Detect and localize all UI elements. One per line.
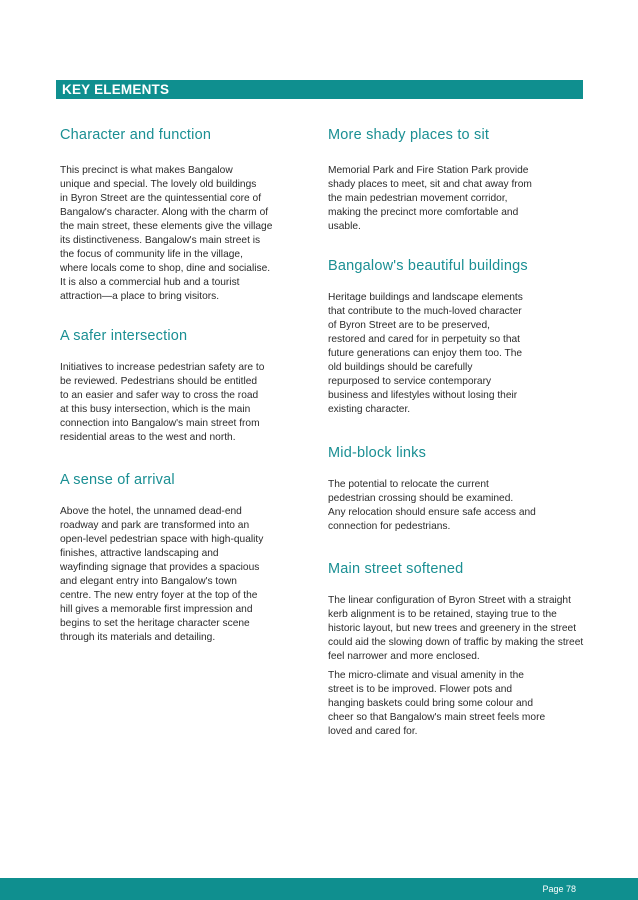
section-paragraph: The micro-climate and visual amenity in the street is to be improved. Flower pots and hanging baskets could bring some colour and cheer so that Bangalow's main street feels more loved and cared for.	[328, 670, 546, 737]
section-heading: Character and function	[60, 127, 212, 143]
section-paragraph: The linear configuration of Byron Street with a straight kerb alignment is to be retained, staying true to the historic layout, but new trees and greenery in the street could aid the slowing down of traffic by making the street feel narrower and more enclosed.	[328, 595, 584, 662]
page-number: Page 78	[542, 884, 576, 894]
section-beautiful-buildings	[328, 257, 628, 417]
section-shady-places	[328, 126, 628, 234]
section-banner: KEY ELEMENTS	[56, 80, 583, 99]
section-heading: Main street softened	[328, 561, 464, 577]
section-main-street-softened	[328, 560, 628, 739]
section-heading: A sense of arrival	[60, 472, 175, 488]
section-mid-block-links	[328, 444, 628, 534]
section-paragraph: Above the hotel, the unnamed dead-end roadway and park are transformed into an open-level pedestrian space with high-quality finishes, attractive landscaping and wayfinding signage that provides a spacious and elegant entry into Bangalow's town centre. The new entry foyer at the top of the hill gives a memorable first impression and begins to set the heritage character scene through its materials and detailing.	[60, 506, 264, 643]
section-heading: A safer intersection	[60, 328, 188, 344]
section-character-and-function	[60, 126, 306, 304]
section-heading: Bangalow's beautiful buildings	[328, 258, 528, 274]
section-paragraph: This precinct is what makes Bangalow unique and special. The lovely old buildings in Byron Street are the quintessential core of Bangalow's character. Along with the charm of the main street, these elements give the village its distinctiveness. Bangalow's main street is the focus of community life in the village, where locals come to shop, dine and socialise. It is also a commercial hub and a tourist attraction—a place to bring visitors.	[60, 165, 273, 302]
section-paragraph: Memorial Park and Fire Station Park provide shady places to meet, sit and chat away from the main pedestrian movement corridor, making the precinct more comfortable and usable.	[328, 165, 532, 232]
section-sense-of-arrival	[60, 471, 306, 645]
section-safer-intersection	[60, 327, 306, 445]
section-paragraph: The potential to relocate the current pedestrian crossing should be examined. Any relocation should ensure safe access and connection for pedestrians.	[328, 479, 536, 532]
section-paragraph: Initiatives to increase pedestrian safety are to be reviewed. Pedestrians should be entitled to an easier and safer way to cross the road at this busy intersection, which is the main connection into Bangalow's main street from residential areas to the west and north.	[60, 362, 265, 443]
section-paragraph: Heritage buildings and landscape elements that contribute to the much-loved character of Byron Street are to be preserved, restored and cared for in perpetuity so that future generations can enjoy them too. The old buildings should be carefully repurposed to service contemporary business and lifestyles without losing their existing character.	[328, 292, 523, 415]
section-heading: More shady places to sit	[328, 127, 490, 143]
footer-bar	[0, 878, 638, 900]
section-heading: Mid-block links	[328, 445, 427, 461]
